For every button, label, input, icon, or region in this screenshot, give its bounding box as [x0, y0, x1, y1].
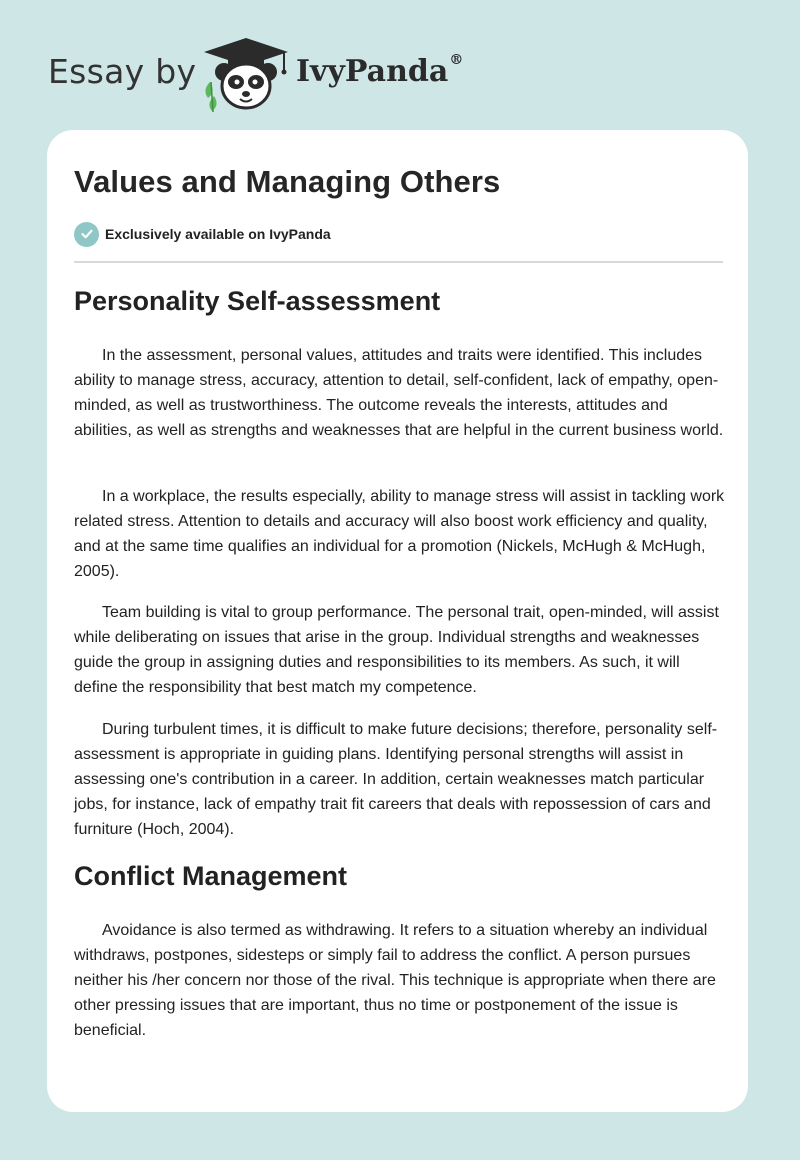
- trademark-symbol: ®: [449, 52, 464, 68]
- paragraph: During turbulent times, it is difficult to make future decisions; therefore, personality self-assessment is appropriate in guiding plans. Identifying personal strengths will assist in assessing one's contribution in a career. In addition, certain weaknesses match particular jobs, for instance, lack of empathy trait fit careers that deals with repossession of cars and furniture (Hoch, 2004).: [74, 721, 718, 838]
- paragraph: Avoidance is also termed as withdrawing. It refers to a situation whereby an individual withdraws, postpones, sidesteps or simply fail to address the conflict. A person pursues neither his /her concern nor those of the rival. This technique is appropriate when there are other pressing issues that are important, thus no time or postponement of the issue is beneficial.: [74, 922, 716, 1039]
- exclusive-badge: [74, 221, 331, 247]
- essay-title: Values and Managing Others: [74, 164, 501, 199]
- section-heading-personality: Personality Self-assessment: [74, 286, 441, 316]
- paragraph: Team building is vital to group performance. The personal trait, open-minded, will assist while deliberating on issues that arise in the group. Individual strengths and weaknesses guide the group in assigning duties and responsibilities to its members. As such, it will define the responsibility that best match my competence.: [74, 604, 719, 696]
- ivypanda-logo-icon[interactable]: [200, 36, 292, 112]
- brand-name[interactable]: IvyPanda®: [296, 52, 464, 89]
- site-header: [0, 0, 800, 130]
- paragraph: In the assessment, personal values, attitudes and traits were identified. This includes ability to manage stress, accuracy, attention to detail, self-confident, lack of empathy, open-minded, as well as trustworthiness. The outcome reveals the interests, attitudes and abilities, as well as strengths and weaknesses that are helpful in the current business world.: [74, 347, 724, 439]
- essay-card: [47, 130, 748, 1112]
- exclusive-badge-label: Exclusively available on IvyPanda: [105, 226, 331, 242]
- section-heading-conflict: Conflict Management: [74, 861, 348, 891]
- paragraph: In a workplace, the results especially, ability to manage stress will assist in tackling work related stress. Attention to details and accuracy will also boost work efficiency and quality, and at the same time qualifies an individual for a promotion (Nickels, McHugh & McHugh, 2005).: [74, 488, 725, 580]
- check-circle-icon: [74, 222, 99, 247]
- title-divider: [74, 261, 723, 263]
- essay-by-label: Essay by: [48, 52, 197, 91]
